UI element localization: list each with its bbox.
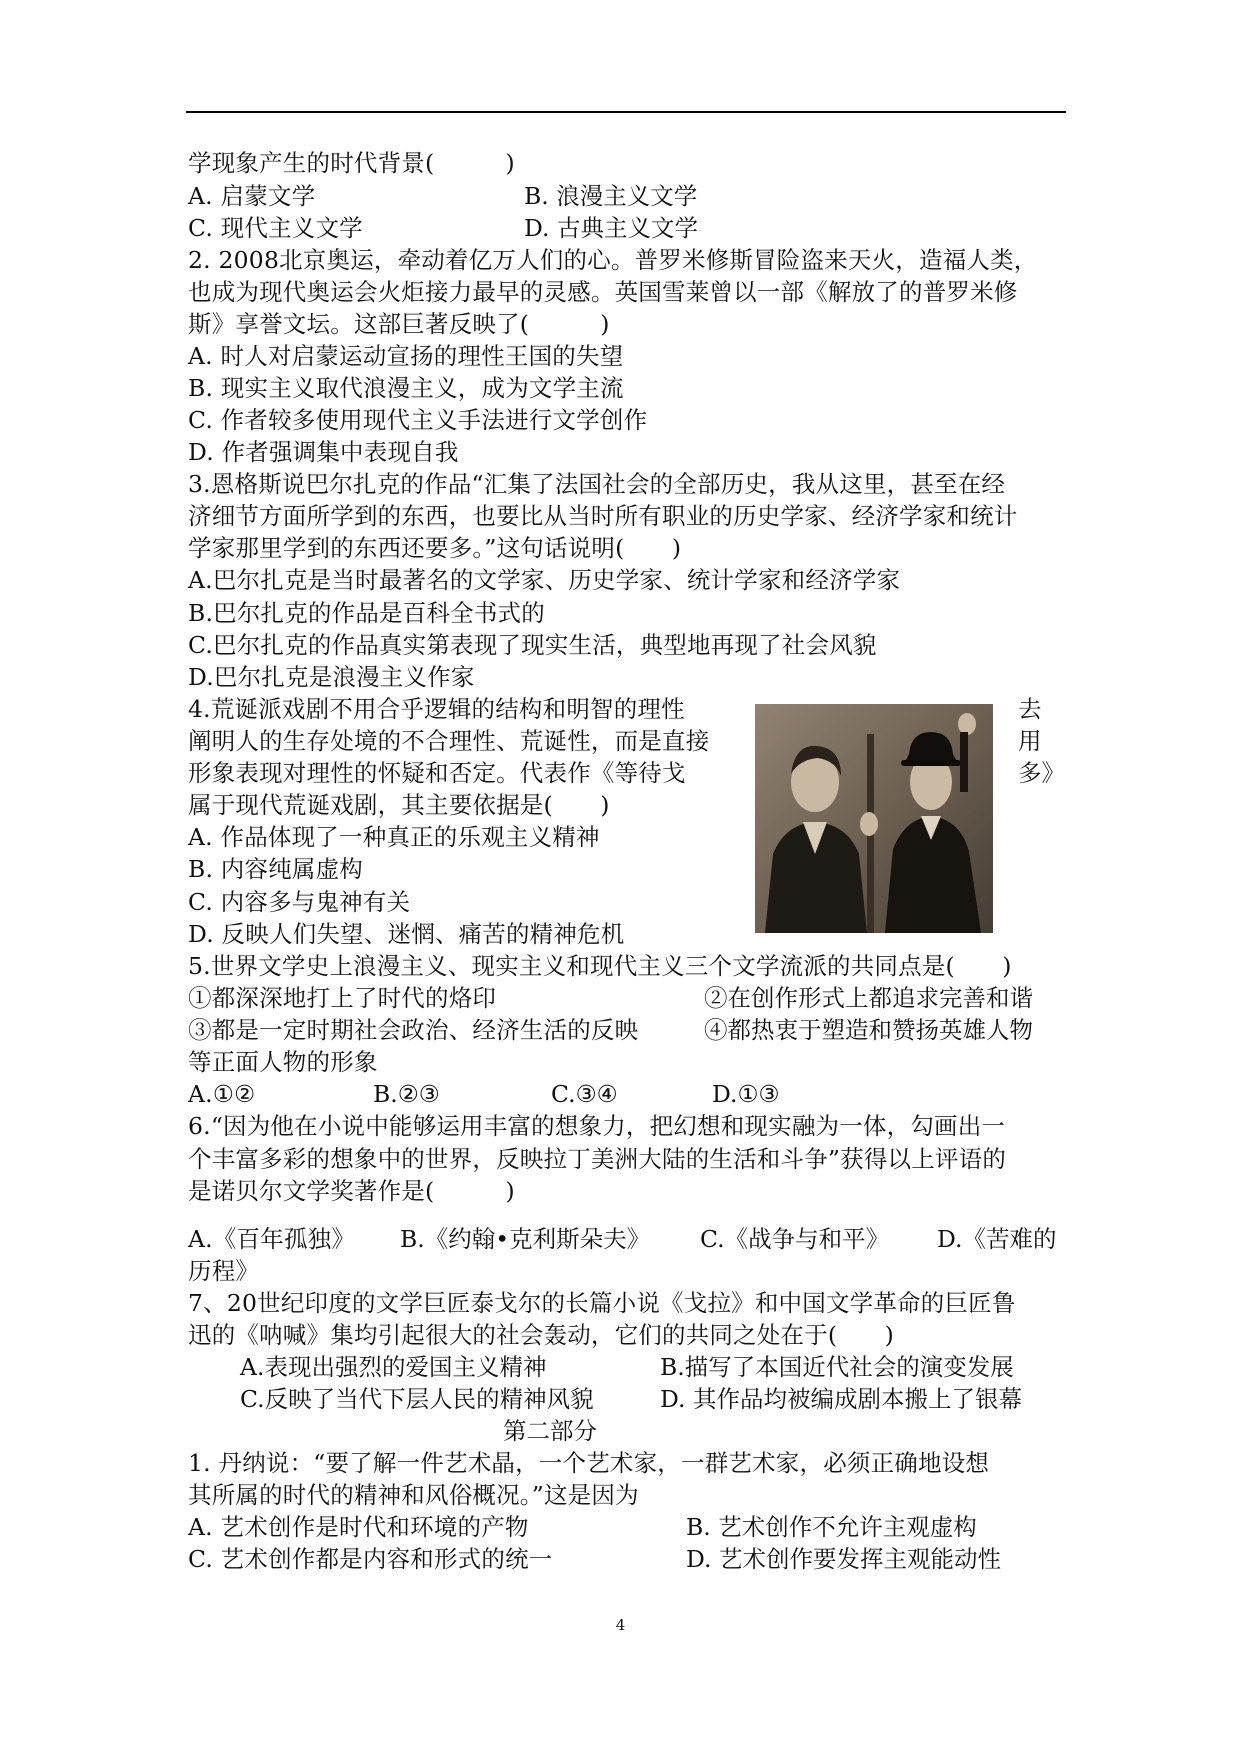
- statement-4: ④都热衷于塑造和赞扬英雄人物: [704, 1016, 1033, 1044]
- question-6-line: 是诺贝尔文学奖著作是( ): [188, 1177, 515, 1205]
- header-rule: [186, 111, 1066, 113]
- statement-4-cont: 等正面人物的形象: [188, 1048, 378, 1076]
- option-b: B. 浪漫主义文学: [524, 182, 698, 210]
- option-c: C. 内容多与鬼神有关: [188, 888, 411, 916]
- question-4-line: 形象表现对理性的怀疑和否定。代表作《等待戈: [188, 759, 686, 787]
- option-d: D. 古典主义文学: [524, 214, 698, 242]
- option-b: B. 现实主义取代浪漫主义，成为文学主流: [188, 374, 624, 402]
- option-d: D. 反映人们失望、迷惘、痛苦的精神危机: [188, 920, 625, 948]
- statement-3: ③都是一定时期社会政治、经济生活的反映: [188, 1016, 639, 1044]
- question-2-line: 2. 2008北京奥运，牵动着亿万人们的心。普罗米修斯冒险盗来天火，造福人类，: [188, 246, 1038, 274]
- option-d: D.①③: [712, 1080, 780, 1108]
- question-4-line-end: 去: [1018, 695, 1042, 723]
- question-5-line: 5.世界文学史上浪漫主义、现实主义和现代主义三个文学流派的共同点是( ): [188, 952, 1012, 980]
- option-a: A.①②: [188, 1080, 256, 1108]
- question-6-line: 个丰富多彩的想象中的世界，反映拉丁美洲大陆的生活和斗争”获得以上评语的: [188, 1145, 1007, 1173]
- question-2-line: 斯》享誉文坛。这部巨著反映了( ): [188, 310, 610, 338]
- statement-2: ②在创作形式上都追求完善和谐: [704, 984, 1033, 1012]
- section-heading: 第二部分: [503, 1417, 597, 1445]
- option-c: C. 艺术创作都是内容和形式的统一: [188, 1545, 553, 1573]
- option-c: C.③④: [551, 1080, 618, 1108]
- option-c: C.巴尔扎克的作品真实第表现了现实生活，典型地再现了社会风貌: [188, 631, 877, 659]
- question-4-line: 阐明人的生存处境的不合理性、荒诞性，而是直接: [188, 727, 710, 755]
- part2-question-1-line: 其所属的时代的精神和风俗概况。”这是因为: [188, 1481, 639, 1509]
- option-a: A. 启蒙文学: [188, 182, 316, 210]
- stage-photo: [755, 704, 993, 933]
- question-2-line: 也成为现代奥运会火炬接力最早的灵感。英国雪莱曾以一部《解放了的普罗米修: [188, 278, 1018, 306]
- option-d: D. 艺术创作要发挥主观能动性: [686, 1545, 1001, 1573]
- question-4-line-end: 多》: [1018, 759, 1065, 787]
- question-3-line: 济细节方面所学到的东西，也要比从当时所有职业的历史学家、经济学家和统计: [188, 502, 1018, 530]
- option-a: A. 艺术创作是时代和环境的产物: [188, 1513, 529, 1541]
- option-a: A.《百年孤独》: [188, 1225, 356, 1253]
- option-b: B. 艺术创作不允许主观虚构: [686, 1513, 977, 1541]
- option-c: C. 现代主义文学: [188, 214, 363, 242]
- option-c: C.《战争与和平》: [700, 1225, 890, 1253]
- question-4-line: 4.荒诞派戏剧不用合乎逻辑的结构和明智的理性: [188, 695, 685, 723]
- option-c: C. 作者较多使用现代主义手法进行文学创作: [188, 406, 648, 434]
- page-number: 4: [615, 1616, 626, 1634]
- question-7-line: 7、20世纪印度的文学巨匠泰戈尔的长篇小说《戈拉》和中国文学革命的巨匠鲁: [188, 1289, 1016, 1317]
- option-b: B. 内容纯属虚构: [188, 855, 364, 883]
- text-line: 学现象产生的时代背景( ): [188, 149, 515, 177]
- option-d-cont: 历程》: [188, 1257, 260, 1285]
- option-b: B.②③: [373, 1080, 440, 1108]
- question-4-line: 属于现代荒诞戏剧，其主要依据是( ): [188, 791, 610, 819]
- option-a: A.巴尔扎克是当时最著名的文学家、历史学家、统计学家和经济学家: [188, 566, 901, 594]
- option-b: B.巴尔扎克的作品是百科全书式的: [188, 599, 545, 627]
- option-a: A.表现出强烈的爱国主义精神: [240, 1353, 547, 1381]
- statement-1: ①都深深地打上了时代的烙印: [188, 984, 497, 1012]
- option-d: D. 作者强调集中表现自我: [188, 438, 459, 466]
- option-a: A. 时人对启蒙运动宣扬的理性王国的失望: [188, 342, 624, 370]
- question-6-line: 6.“因为他在小说中能够运用丰富的想象力，把幻想和现实融为一体，勾画出一: [188, 1112, 1006, 1140]
- option-a: A. 作品体现了一种真正的乐观主义精神: [188, 823, 600, 851]
- question-7-line: 迅的《呐喊》集均引起很大的社会轰动，它们的共同之处在于( ): [188, 1321, 895, 1349]
- part2-question-1-line: 1. 丹纳说：“要了解一件艺术晶，一个艺术家，一群艺术家，必须正确地设想: [188, 1449, 990, 1477]
- option-b: B.描写了本国近代社会的演变发展: [660, 1353, 1014, 1381]
- option-d: D.巴尔扎克是浪漫主义作家: [188, 663, 475, 691]
- option-d: D.《苦难的: [937, 1225, 1057, 1253]
- option-c: C.反映了当代下层人民的精神风貌: [240, 1385, 594, 1413]
- question-3-line: 学家那里学到的东西还要多。”这句话说明( ): [188, 534, 682, 562]
- question-4-line-end: 用: [1018, 727, 1042, 755]
- option-d: D. 其作品均被编成剧本搬上了银幕: [660, 1385, 1022, 1413]
- option-b: B.《约翰•克利斯朵夫》: [400, 1225, 651, 1253]
- question-3-line: 3.恩格斯说巴尔扎克的作品“汇集了法国社会的全部历史，我从这里，甚至在经: [188, 470, 1006, 498]
